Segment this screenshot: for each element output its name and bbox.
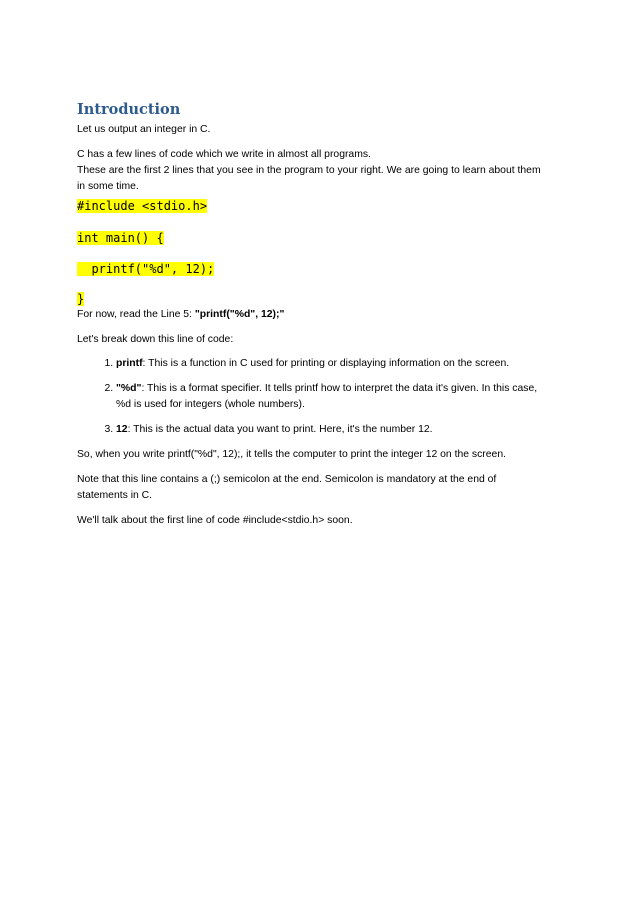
list-item bbox=[116, 381, 547, 413]
document-body bbox=[77, 100, 547, 529]
code-highlight: } bbox=[77, 292, 85, 306]
read-line-prefix: For now, read the Line 5: bbox=[77, 309, 195, 320]
list-text: : This is a function in C used for printing or displaying information on the screen. bbox=[142, 358, 510, 369]
list-item bbox=[116, 422, 547, 438]
paragraph-line: C has a few lines of code which we write in almost all programs. bbox=[77, 149, 371, 160]
summary-paragraph: So, when you write printf("%d", 12);, it tells the computer to print the integer 12 on the screen. bbox=[77, 449, 506, 460]
code-highlight: int main() { bbox=[77, 231, 164, 245]
read-line-paragraph bbox=[77, 307, 547, 323]
closing-paragraph: We'll talk about the first line of code #include<stdio.h> soon. bbox=[77, 515, 353, 526]
list-term: 12 bbox=[116, 424, 128, 435]
list-text: : This is a format specifier. It tells printf how to interpret the data it's given. In this case, %d is used for integers (whole numbers). bbox=[116, 383, 538, 410]
code-line-2 bbox=[77, 230, 547, 246]
intro-paragraph: Let us output an integer in C. bbox=[77, 124, 211, 135]
list-term: "%d" bbox=[116, 383, 142, 394]
read-line-code: "printf("%d", 12);" bbox=[194, 309, 285, 320]
list-term: printf bbox=[116, 358, 143, 369]
list-text: : This is the actual data you want to print. Here, it's the number 12. bbox=[127, 424, 433, 435]
code-highlight: #include <stdio.h> bbox=[77, 199, 208, 213]
list-item bbox=[116, 356, 547, 372]
code-highlight: printf("%d", 12); bbox=[77, 262, 215, 276]
section-heading: Introduction bbox=[77, 101, 181, 118]
paragraph-line: These are the first 2 lines that you see in the program to your right. We are going to learn about them in some time. bbox=[77, 165, 541, 192]
code-line-4 bbox=[77, 291, 547, 307]
code-line-1 bbox=[77, 198, 547, 214]
semicolon-note: Note that this line contains a (;) semicolon at the end. Semicolon is mandatory at the end of statements in C. bbox=[77, 474, 497, 501]
code-line-3 bbox=[77, 261, 547, 277]
breakdown-list bbox=[77, 356, 547, 438]
breakdown-intro: Let's break down this line of code: bbox=[77, 334, 234, 345]
